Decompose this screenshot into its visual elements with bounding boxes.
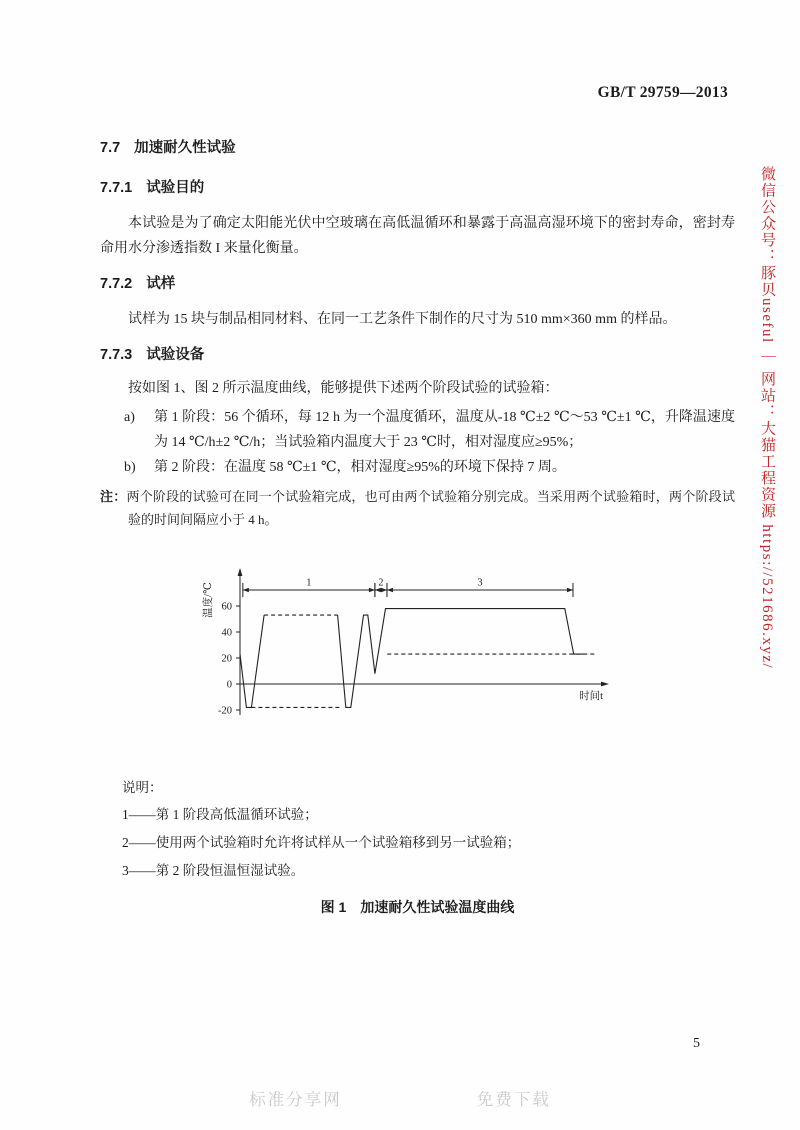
figure-1 bbox=[195, 562, 735, 724]
note-paragraph bbox=[100, 486, 735, 532]
figure-caption-number: 图 1 bbox=[320, 898, 347, 915]
standard-code: GB/T 29759—2013 bbox=[597, 84, 728, 101]
page-content bbox=[100, 138, 735, 920]
section-7-7-3-heading bbox=[100, 345, 735, 367]
svg-text:时间t: 时间t bbox=[579, 690, 603, 702]
svg-text:1: 1 bbox=[306, 577, 312, 589]
svg-text:温度/℃: 温度/℃ bbox=[203, 581, 214, 618]
list-item bbox=[124, 405, 735, 455]
svg-text:20: 20 bbox=[221, 653, 232, 665]
legend-title: 说明： bbox=[122, 779, 163, 795]
figure-legend bbox=[122, 774, 735, 885]
list-item-marker: b) bbox=[124, 460, 136, 476]
side-watermark-text: 微信公众号：豚贝useful ｜ 网站：大猫工程资源 https://521686.xyz/ bbox=[759, 166, 775, 670]
list-item-text: 第 2 阶段：在温度 58 ℃±1 ℃，相对湿度≥95%的环境下保持 7 周。 bbox=[154, 460, 566, 476]
section-number: 7.7.3 bbox=[100, 346, 133, 363]
note-text: 两个阶段的试验可在同一个试验箱完成，也可由两个试验箱分别完成。当采用两个试验箱时，两个阶段试验的时间间隔应小于 4 h。 bbox=[126, 489, 735, 528]
page-number: 5 bbox=[693, 1036, 700, 1051]
figure-caption bbox=[100, 895, 735, 920]
legend-item: 3——第 2 阶段恒温恒湿试验。 bbox=[122, 862, 305, 878]
section-7-7-1-heading bbox=[100, 178, 735, 200]
svg-text:3: 3 bbox=[477, 577, 483, 589]
note-label: 注： bbox=[100, 489, 127, 505]
svg-text:0: 0 bbox=[226, 679, 232, 691]
section-number: 7.7.2 bbox=[100, 275, 133, 292]
section-title: 试样 bbox=[146, 275, 176, 292]
section-title: 加速耐久性试验 bbox=[134, 140, 236, 156]
legend-item: 1——第 1 阶段高低温循环试验； bbox=[122, 807, 318, 823]
figure-1-chart bbox=[195, 562, 625, 724]
svg-text:2: 2 bbox=[378, 577, 384, 589]
section-number: 7.7 bbox=[100, 140, 121, 156]
footer-download-text: 免费下载 bbox=[476, 1090, 551, 1109]
section-7-7-1-body: 本试验是为了确定太阳能光伏中空玻璃在高低温循环和暴露于高温高湿环境下的密封寿命，密封寿命用水分渗透指数 I 来量化衡量。 bbox=[100, 215, 735, 256]
figure-caption-title: 加速耐久性试验温度曲线 bbox=[360, 898, 515, 915]
section-7-7-2-body: 试样为 15 块与制品相同材料、在同一工艺条件下制作的尺寸为 510 mm×360 mm 的样品。 bbox=[128, 311, 677, 327]
list-item-marker: a) bbox=[124, 409, 135, 425]
svg-text:40: 40 bbox=[221, 627, 232, 639]
list-item bbox=[124, 455, 735, 480]
section-7-7-2-heading bbox=[100, 274, 735, 296]
section-7-7-3-intro: 按如图 1、图 2 所示温度曲线，能够提供下述两个阶段试验的试验箱： bbox=[128, 380, 559, 396]
section-number: 7.7.1 bbox=[100, 179, 133, 196]
footer-site-name: 标准分享网 bbox=[249, 1090, 342, 1109]
svg-text:-20: -20 bbox=[218, 705, 232, 717]
section-title: 试验设备 bbox=[146, 346, 205, 363]
legend-item: 2——使用两个试验箱时允许将试样从一个试验箱移到另一试验箱； bbox=[122, 835, 521, 851]
list-item-text: 第 1 阶段：56 个循环，每 12 h 为一个温度循环，温度从-18 ℃±2 ℃～53 ℃±1 ℃，升降温速度为 14 ℃/h±2 ℃/h；当试验箱内温度大于 23 ℃时，相对湿度应≥95%； bbox=[154, 409, 735, 450]
section-7-7-heading bbox=[100, 138, 735, 160]
section-title: 试验目的 bbox=[146, 179, 205, 196]
svg-text:60: 60 bbox=[221, 601, 232, 613]
footer bbox=[0, 1086, 800, 1110]
stage-list bbox=[100, 405, 735, 481]
